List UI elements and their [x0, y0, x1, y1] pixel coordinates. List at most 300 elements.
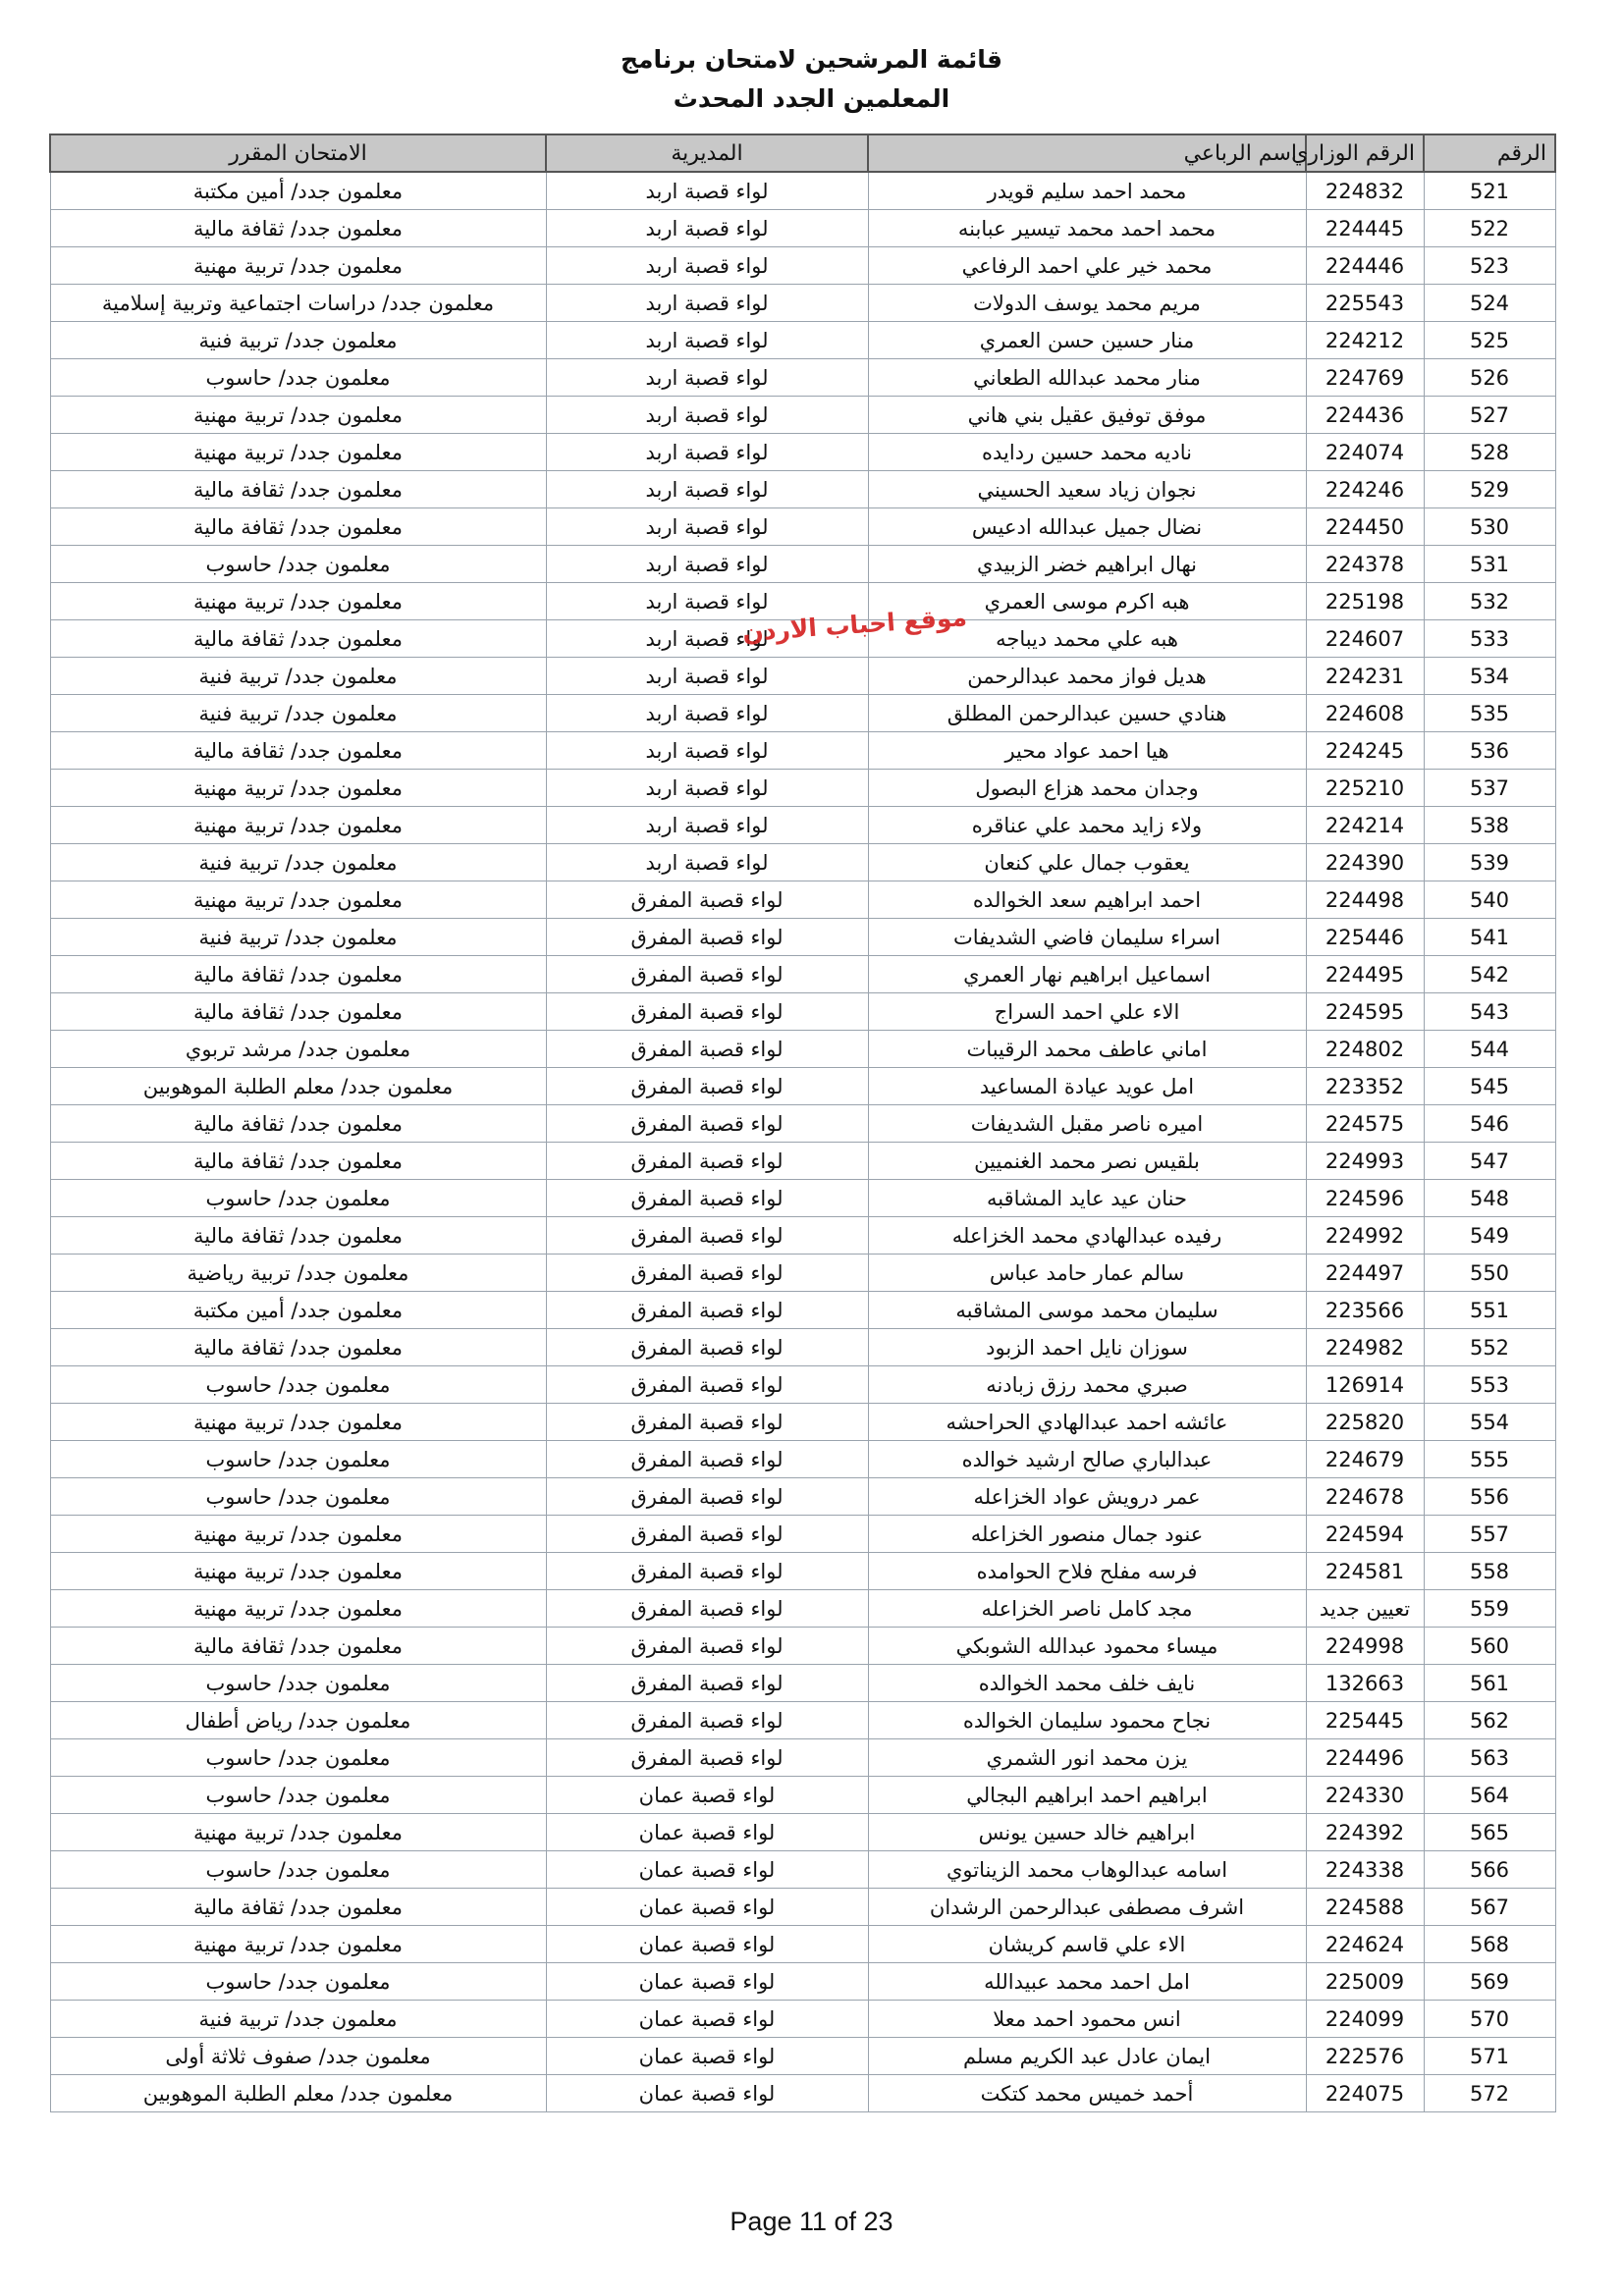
- assigned-exam-cell: معلمون جدد/ مرشد تربوي: [50, 1031, 546, 1068]
- ministry-id-cell: 224231: [1306, 658, 1424, 695]
- assigned-exam-cell: معلمون جدد/ تربية مهنية: [50, 770, 546, 807]
- table-row: [50, 620, 1555, 658]
- assigned-exam-cell: معلمون جدد/ ثقافة مالية: [50, 1143, 546, 1180]
- directorate-cell: لواء قصبة عمان: [546, 1777, 868, 1814]
- directorate-cell: لواء قصبة اربد: [546, 583, 868, 620]
- full-name-cell: ايمان عادل عبد الكريم مسلم: [868, 2038, 1306, 2075]
- ministry-id-cell: 224982: [1306, 1329, 1424, 1366]
- full-name-cell: نضال جميل عبدالله ادعيس: [868, 508, 1306, 546]
- directorate-cell: لواء قصبة المفرق: [546, 956, 868, 993]
- directorate-cell: لواء قصبة عمان: [546, 2075, 868, 2112]
- ministry-id-cell: 224450: [1306, 508, 1424, 546]
- table-row: [50, 546, 1555, 583]
- table-row: [50, 1702, 1555, 1739]
- full-name-cell: ناديه محمد حسين ردايده: [868, 434, 1306, 471]
- ministry-id-cell: 224581: [1306, 1553, 1424, 1590]
- directorate-cell: لواء قصبة عمان: [546, 1963, 868, 2001]
- row-number-cell: 544: [1424, 1031, 1555, 1068]
- full-name-cell: اسراء سليمان فاضي الشديفات: [868, 919, 1306, 956]
- row-number-cell: 572: [1424, 2075, 1555, 2112]
- ministry-id-cell: 224993: [1306, 1143, 1424, 1180]
- table-row: [50, 1292, 1555, 1329]
- table-row: [50, 322, 1555, 359]
- full-name-cell: هديل فواز محمد عبدالرحمن: [868, 658, 1306, 695]
- full-name-cell: موفق توفيق عقيل بني هاني: [868, 397, 1306, 434]
- row-number-cell: 534: [1424, 658, 1555, 695]
- row-number-cell: 543: [1424, 993, 1555, 1031]
- table-body: [50, 172, 1555, 2112]
- ministry-id-cell: 224445: [1306, 210, 1424, 247]
- directorate-cell: لواء قصبة المفرق: [546, 1441, 868, 1478]
- row-number-cell: 551: [1424, 1292, 1555, 1329]
- table-row: [50, 1255, 1555, 1292]
- table-row: [50, 956, 1555, 993]
- assigned-exam-cell: معلمون جدد/ ثقافة مالية: [50, 732, 546, 770]
- row-number-cell: 570: [1424, 2001, 1555, 2038]
- ministry-id-cell: 224608: [1306, 695, 1424, 732]
- ministry-id-cell: 224099: [1306, 2001, 1424, 2038]
- candidates-table: [49, 133, 1556, 2112]
- full-name-cell: عمر درويش عواد الخزاعله: [868, 1478, 1306, 1516]
- table-row: [50, 1180, 1555, 1217]
- full-name-cell: سوزان نايل احمد الزبود: [868, 1329, 1306, 1366]
- full-name-cell: اشرف مصطفى عبدالرحمن الرشدان: [868, 1889, 1306, 1926]
- row-number-cell: 568: [1424, 1926, 1555, 1963]
- full-name-cell: نايف خلف محمد الخوالده: [868, 1665, 1306, 1702]
- full-name-cell: احمد ابراهيم سعد الخوالده: [868, 881, 1306, 919]
- assigned-exam-cell: معلمون جدد/ معلم الطلبة الموهوبين: [50, 1068, 546, 1105]
- table-row: [50, 695, 1555, 732]
- assigned-exam-cell: معلمون جدد/ تربية فنية: [50, 919, 546, 956]
- full-name-cell: ابراهيم احمد ابراهيم البجالي: [868, 1777, 1306, 1814]
- header-ministry-id: الرقم الوزاري: [1306, 134, 1424, 172]
- full-name-cell: نجاح محمود سليمان الخوالده: [868, 1702, 1306, 1739]
- ministry-id-cell: 224595: [1306, 993, 1424, 1031]
- directorate-cell: لواء قصبة المفرق: [546, 1702, 868, 1739]
- ministry-id-cell: 224214: [1306, 807, 1424, 844]
- ministry-id-cell: 224678: [1306, 1478, 1424, 1516]
- directorate-cell: لواء قصبة عمان: [546, 1926, 868, 1963]
- row-number-cell: 522: [1424, 210, 1555, 247]
- directorate-cell: لواء قصبة اربد: [546, 508, 868, 546]
- row-number-cell: 527: [1424, 397, 1555, 434]
- directorate-cell: لواء قصبة عمان: [546, 1851, 868, 1889]
- assigned-exam-cell: معلمون جدد/ تربية فنية: [50, 322, 546, 359]
- directorate-cell: لواء قصبة عمان: [546, 1814, 868, 1851]
- full-name-cell: الاء علي احمد السراج: [868, 993, 1306, 1031]
- table-row: [50, 397, 1555, 434]
- directorate-cell: لواء قصبة اربد: [546, 732, 868, 770]
- assigned-exam-cell: معلمون جدد/ ثقافة مالية: [50, 1217, 546, 1255]
- assigned-exam-cell: معلمون جدد/ ثقافة مالية: [50, 1329, 546, 1366]
- full-name-cell: الاء علي قاسم كريشان: [868, 1926, 1306, 1963]
- table-row: [50, 1478, 1555, 1516]
- full-name-cell: نجوان زياد سعيد الحسيني: [868, 471, 1306, 508]
- table-row: [50, 359, 1555, 397]
- table-row: [50, 807, 1555, 844]
- table-row: [50, 210, 1555, 247]
- ministry-id-cell: 225009: [1306, 1963, 1424, 2001]
- full-name-cell: عبدالباري صالح ارشيد خوالده: [868, 1441, 1306, 1478]
- ministry-id-cell: 224212: [1306, 322, 1424, 359]
- row-number-cell: 560: [1424, 1628, 1555, 1665]
- directorate-cell: لواء قصبة اربد: [546, 434, 868, 471]
- assigned-exam-cell: معلمون جدد/ تربية فنية: [50, 658, 546, 695]
- table-row: [50, 2075, 1555, 2112]
- assigned-exam-cell: معلمون جدد/ حاسوب: [50, 546, 546, 583]
- directorate-cell: لواء قصبة اربد: [546, 359, 868, 397]
- assigned-exam-cell: معلمون جدد/ تربية مهنية: [50, 881, 546, 919]
- ministry-id-cell: 223352: [1306, 1068, 1424, 1105]
- ministry-id-cell: 224832: [1306, 172, 1424, 210]
- row-number-cell: 537: [1424, 770, 1555, 807]
- ministry-id-cell: 224802: [1306, 1031, 1424, 1068]
- row-number-cell: 571: [1424, 2038, 1555, 2075]
- assigned-exam-cell: معلمون جدد/ رياض أطفال: [50, 1702, 546, 1739]
- ministry-id-cell: 225543: [1306, 285, 1424, 322]
- table-row: [50, 172, 1555, 210]
- directorate-cell: لواء قصبة عمان: [546, 2001, 868, 2038]
- assigned-exam-cell: معلمون جدد/ تربية مهنية: [50, 1814, 546, 1851]
- ministry-id-cell: 224075: [1306, 2075, 1424, 2112]
- directorate-cell: لواء قصبة اربد: [546, 620, 868, 658]
- full-name-cell: ميساء محمود عبدالله الشوبكي: [868, 1628, 1306, 1665]
- full-name-cell: محمد احمد محمد تيسير عبابنه: [868, 210, 1306, 247]
- ministry-id-cell: 224769: [1306, 359, 1424, 397]
- row-number-cell: 564: [1424, 1777, 1555, 1814]
- table-row: [50, 1068, 1555, 1105]
- directorate-cell: لواء قصبة اربد: [546, 770, 868, 807]
- assigned-exam-cell: معلمون جدد/ تربية مهنية: [50, 1590, 546, 1628]
- assigned-exam-cell: معلمون جدد/ حاسوب: [50, 1777, 546, 1814]
- row-number-cell: 567: [1424, 1889, 1555, 1926]
- full-name-cell: منار حسين حسن العمري: [868, 322, 1306, 359]
- assigned-exam-cell: معلمون جدد/ حاسوب: [50, 1441, 546, 1478]
- assigned-exam-cell: معلمون جدد/ ثقافة مالية: [50, 1889, 546, 1926]
- table-row: [50, 1963, 1555, 2001]
- directorate-cell: لواء قصبة اربد: [546, 285, 868, 322]
- row-number-cell: 540: [1424, 881, 1555, 919]
- row-number-cell: 525: [1424, 322, 1555, 359]
- document-subtitle: المعلمين الجدد المحدث: [673, 84, 950, 113]
- row-number-cell: 521: [1424, 172, 1555, 210]
- ministry-id-cell: 224074: [1306, 434, 1424, 471]
- full-name-cell: انس محمود احمد معلا: [868, 2001, 1306, 2038]
- assigned-exam-cell: معلمون جدد/ تربية مهنية: [50, 434, 546, 471]
- directorate-cell: لواء قصبة اربد: [546, 210, 868, 247]
- directorate-cell: لواء قصبة المفرق: [546, 919, 868, 956]
- directorate-cell: لواء قصبة المفرق: [546, 1628, 868, 1665]
- row-number-cell: 553: [1424, 1366, 1555, 1404]
- row-number-cell: 524: [1424, 285, 1555, 322]
- full-name-cell: نهال ابراهيم خضر الزبيدي: [868, 546, 1306, 583]
- ministry-id-cell: 224245: [1306, 732, 1424, 770]
- row-number-cell: 547: [1424, 1143, 1555, 1180]
- assigned-exam-cell: معلمون جدد/ حاسوب: [50, 1851, 546, 1889]
- full-name-cell: ولاء زايد محمد علي عناقره: [868, 807, 1306, 844]
- assigned-exam-cell: معلمون جدد/ تربية مهنية: [50, 1516, 546, 1553]
- row-number-cell: 563: [1424, 1739, 1555, 1777]
- full-name-cell: هيا احمد عواد محير: [868, 732, 1306, 770]
- table-row: [50, 1441, 1555, 1478]
- table-row: [50, 2038, 1555, 2075]
- assigned-exam-cell: معلمون جدد/ ثقافة مالية: [50, 210, 546, 247]
- directorate-cell: لواء قصبة المفرق: [546, 1366, 868, 1404]
- ministry-id-cell: 224497: [1306, 1255, 1424, 1292]
- row-number-cell: 529: [1424, 471, 1555, 508]
- directorate-cell: لواء قصبة اربد: [546, 172, 868, 210]
- row-number-cell: 526: [1424, 359, 1555, 397]
- directorate-cell: لواء قصبة المفرق: [546, 1739, 868, 1777]
- full-name-cell: يعقوب جمال علي كنعان: [868, 844, 1306, 881]
- table-row: [50, 508, 1555, 546]
- directorate-cell: لواء قصبة المفرق: [546, 1031, 868, 1068]
- assigned-exam-cell: معلمون جدد/ حاسوب: [50, 1739, 546, 1777]
- row-number-cell: 539: [1424, 844, 1555, 881]
- row-number-cell: 569: [1424, 1963, 1555, 2001]
- table-row: [50, 434, 1555, 471]
- directorate-cell: لواء قصبة اربد: [546, 844, 868, 881]
- full-name-cell: اسماعيل ابراهيم نهار العمري: [868, 956, 1306, 993]
- assigned-exam-cell: معلمون جدد/ حاسوب: [50, 1366, 546, 1404]
- directorate-cell: لواء قصبة اربد: [546, 471, 868, 508]
- assigned-exam-cell: معلمون جدد/ ثقافة مالية: [50, 620, 546, 658]
- assigned-exam-cell: معلمون جدد/ تربية مهنية: [50, 583, 546, 620]
- ministry-id-cell: 225210: [1306, 770, 1424, 807]
- ministry-id-cell: 224390: [1306, 844, 1424, 881]
- ministry-id-cell: 224378: [1306, 546, 1424, 583]
- row-number-cell: 546: [1424, 1105, 1555, 1143]
- assigned-exam-cell: معلمون جدد/ تربية فنية: [50, 844, 546, 881]
- directorate-cell: لواء قصبة المفرق: [546, 1404, 868, 1441]
- full-name-cell: سالم عمار حامد عباس: [868, 1255, 1306, 1292]
- directorate-cell: لواء قصبة المفرق: [546, 1255, 868, 1292]
- table-row: [50, 1366, 1555, 1404]
- row-number-cell: 558: [1424, 1553, 1555, 1590]
- directorate-cell: لواء قصبة المفرق: [546, 1665, 868, 1702]
- row-number-cell: 531: [1424, 546, 1555, 583]
- table-row: [50, 1814, 1555, 1851]
- row-number-cell: 556: [1424, 1478, 1555, 1516]
- ministry-id-cell: 224992: [1306, 1217, 1424, 1255]
- full-name-cell: امل احمد محمد عبيدالله: [868, 1963, 1306, 2001]
- full-name-cell: عائشه احمد عبدالهادي الحراحشه: [868, 1404, 1306, 1441]
- table-row: [50, 583, 1555, 620]
- full-name-cell: محمد خير علي احمد الرفاعي: [868, 247, 1306, 285]
- full-name-cell: رفيده عبدالهادي محمد الخزاعله: [868, 1217, 1306, 1255]
- directorate-cell: لواء قصبة المفرق: [546, 1590, 868, 1628]
- ministry-id-cell: 224436: [1306, 397, 1424, 434]
- ministry-id-cell: 225198: [1306, 583, 1424, 620]
- row-number-cell: 535: [1424, 695, 1555, 732]
- ministry-id-cell: تعيين جديد: [1306, 1590, 1424, 1628]
- ministry-id-cell: 224246: [1306, 471, 1424, 508]
- assigned-exam-cell: معلمون جدد/ تربية مهنية: [50, 397, 546, 434]
- table-row: [50, 1105, 1555, 1143]
- table-row: [50, 770, 1555, 807]
- row-number-cell: 532: [1424, 583, 1555, 620]
- ministry-id-cell: 225446: [1306, 919, 1424, 956]
- ministry-id-cell: 224496: [1306, 1739, 1424, 1777]
- assigned-exam-cell: معلمون جدد/ حاسوب: [50, 1665, 546, 1702]
- full-name-cell: أحمد خميس محمد كتكت: [868, 2075, 1306, 2112]
- directorate-cell: لواء قصبة المفرق: [546, 1105, 868, 1143]
- table-row: [50, 1329, 1555, 1366]
- full-name-cell: حنان عيد عايد المشاقبه: [868, 1180, 1306, 1217]
- table-row: [50, 1926, 1555, 1963]
- assigned-exam-cell: معلمون جدد/ ثقافة مالية: [50, 956, 546, 993]
- assigned-exam-cell: معلمون جدد/ ثقافة مالية: [50, 471, 546, 508]
- directorate-cell: لواء قصبة المفرق: [546, 1180, 868, 1217]
- directorate-cell: لواء قصبة اربد: [546, 807, 868, 844]
- table-row: [50, 2001, 1555, 2038]
- assigned-exam-cell: معلمون جدد/ دراسات اجتماعية وتربية إسلامية: [50, 285, 546, 322]
- row-number-cell: 557: [1424, 1516, 1555, 1553]
- assigned-exam-cell: معلمون جدد/ تربية مهنية: [50, 1553, 546, 1590]
- directorate-cell: لواء قصبة المفرق: [546, 1553, 868, 1590]
- table-row: [50, 1553, 1555, 1590]
- ministry-id-cell: 224446: [1306, 247, 1424, 285]
- assigned-exam-cell: معلمون جدد/ ثقافة مالية: [50, 1105, 546, 1143]
- row-number-cell: 565: [1424, 1814, 1555, 1851]
- directorate-cell: لواء قصبة المفرق: [546, 881, 868, 919]
- table-row: [50, 1031, 1555, 1068]
- row-number-cell: 549: [1424, 1217, 1555, 1255]
- ministry-id-cell: 224624: [1306, 1926, 1424, 1963]
- table-row: [50, 1217, 1555, 1255]
- document-title: قائمة المرشحين لامتحان برنامج: [620, 45, 1002, 74]
- assigned-exam-cell: معلمون جدد/ معلم الطلبة الموهوبين: [50, 2075, 546, 2112]
- full-name-cell: صبري محمد رزق زبادنه: [868, 1366, 1306, 1404]
- full-name-cell: اماني عاطف محمد الرقيبات: [868, 1031, 1306, 1068]
- ministry-id-cell: 225445: [1306, 1702, 1424, 1739]
- ministry-id-cell: 224607: [1306, 620, 1424, 658]
- ministry-id-cell: 225820: [1306, 1404, 1424, 1441]
- ministry-id-cell: 224594: [1306, 1516, 1424, 1553]
- row-number-cell: 555: [1424, 1441, 1555, 1478]
- row-number-cell: 523: [1424, 247, 1555, 285]
- row-number-cell: 559: [1424, 1590, 1555, 1628]
- ministry-id-cell: 224330: [1306, 1777, 1424, 1814]
- assigned-exam-cell: معلمون جدد/ تربية مهنية: [50, 1926, 546, 1963]
- directorate-cell: لواء قصبة اربد: [546, 546, 868, 583]
- assigned-exam-cell: معلمون جدد/ تربية فنية: [50, 695, 546, 732]
- assigned-exam-cell: معلمون جدد/ تربية فنية: [50, 2001, 546, 2038]
- full-name-cell: مجد كامل ناصر الخزاعله: [868, 1590, 1306, 1628]
- directorate-cell: لواء قصبة المفرق: [546, 1329, 868, 1366]
- table-row: [50, 471, 1555, 508]
- header-name: اسم الرباعي: [868, 134, 1306, 172]
- row-number-cell: 541: [1424, 919, 1555, 956]
- ministry-id-cell: 224679: [1306, 1441, 1424, 1478]
- row-number-cell: 528: [1424, 434, 1555, 471]
- row-number-cell: 561: [1424, 1665, 1555, 1702]
- directorate-cell: لواء قصبة اربد: [546, 658, 868, 695]
- table-row: [50, 881, 1555, 919]
- assigned-exam-cell: معلمون جدد/ حاسوب: [50, 1180, 546, 1217]
- ministry-id-cell: 224575: [1306, 1105, 1424, 1143]
- ministry-id-cell: 126914: [1306, 1366, 1424, 1404]
- directorate-cell: لواء قصبة المفرق: [546, 1516, 868, 1553]
- row-number-cell: 550: [1424, 1255, 1555, 1292]
- full-name-cell: سليمان محمد موسى المشاقبه: [868, 1292, 1306, 1329]
- ministry-id-cell: 224338: [1306, 1851, 1424, 1889]
- ministry-id-cell: 222576: [1306, 2038, 1424, 2075]
- assigned-exam-cell: معلمون جدد/ تربية مهنية: [50, 807, 546, 844]
- ministry-id-cell: 224392: [1306, 1814, 1424, 1851]
- directorate-cell: لواء قصبة اربد: [546, 695, 868, 732]
- row-number-cell: 536: [1424, 732, 1555, 770]
- row-number-cell: 533: [1424, 620, 1555, 658]
- ministry-id-cell: 132663: [1306, 1665, 1424, 1702]
- table-header-row: [50, 134, 1555, 172]
- assigned-exam-cell: معلمون جدد/ ثقافة مالية: [50, 508, 546, 546]
- row-number-cell: 562: [1424, 1702, 1555, 1739]
- header-exam: الامتحان المقرر: [50, 134, 546, 172]
- full-name-cell: مريم محمد يوسف الدولات: [868, 285, 1306, 322]
- directorate-cell: لواء قصبة اربد: [546, 247, 868, 285]
- full-name-cell: منار محمد عبدالله الطعاني: [868, 359, 1306, 397]
- ministry-id-cell: 224998: [1306, 1628, 1424, 1665]
- row-number-cell: 566: [1424, 1851, 1555, 1889]
- full-name-cell: عنود جمال منصور الخزاعله: [868, 1516, 1306, 1553]
- header-num: الرقم: [1424, 134, 1555, 172]
- full-name-cell: هنادي حسين عبدالرحمن المطلق: [868, 695, 1306, 732]
- directorate-cell: لواء قصبة عمان: [546, 2038, 868, 2075]
- directorate-cell: لواء قصبة المفرق: [546, 993, 868, 1031]
- row-number-cell: 552: [1424, 1329, 1555, 1366]
- directorate-cell: لواء قصبة المفرق: [546, 1143, 868, 1180]
- assigned-exam-cell: معلمون جدد/ حاسوب: [50, 1478, 546, 1516]
- full-name-cell: هبه اكرم موسى العمري: [868, 583, 1306, 620]
- assigned-exam-cell: معلمون جدد/ تربية مهنية: [50, 1404, 546, 1441]
- ministry-id-cell: 223566: [1306, 1292, 1424, 1329]
- assigned-exam-cell: معلمون جدد/ أمين مكتبة: [50, 172, 546, 210]
- row-number-cell: 538: [1424, 807, 1555, 844]
- full-name-cell: هبه علي محمد ديباجه: [868, 620, 1306, 658]
- row-number-cell: 545: [1424, 1068, 1555, 1105]
- directorate-cell: لواء قصبة المفرق: [546, 1478, 868, 1516]
- table-row: [50, 1516, 1555, 1553]
- page-number: Page 11 of 23: [730, 2207, 893, 2236]
- table-row: [50, 993, 1555, 1031]
- assigned-exam-cell: معلمون جدد/ حاسوب: [50, 359, 546, 397]
- table-row: [50, 844, 1555, 881]
- directorate-cell: لواء قصبة اربد: [546, 322, 868, 359]
- table-row: [50, 247, 1555, 285]
- full-name-cell: بلقيس نصر محمد الغنميين: [868, 1143, 1306, 1180]
- directorate-cell: لواء قصبة المفرق: [546, 1292, 868, 1329]
- table-row: [50, 1851, 1555, 1889]
- full-name-cell: ابراهيم خالد حسين يونس: [868, 1814, 1306, 1851]
- full-name-cell: اسامه عبدالوهاب محمد الزيناتوي: [868, 1851, 1306, 1889]
- directorate-cell: لواء قصبة المفرق: [546, 1217, 868, 1255]
- ministry-id-cell: 224588: [1306, 1889, 1424, 1926]
- row-number-cell: 548: [1424, 1180, 1555, 1217]
- directorate-cell: لواء قصبة المفرق: [546, 1068, 868, 1105]
- table-row: [50, 1590, 1555, 1628]
- ministry-id-cell: 224495: [1306, 956, 1424, 993]
- header-directorate: المديرية: [546, 134, 868, 172]
- watermark: موقع احباب الاردن: [741, 603, 968, 647]
- full-name-cell: وجدان محمد هزاع البصول: [868, 770, 1306, 807]
- assigned-exam-cell: معلمون جدد/ تربية رياضية: [50, 1255, 546, 1292]
- ministry-id-cell: 224596: [1306, 1180, 1424, 1217]
- full-name-cell: يزن محمد انور الشمري: [868, 1739, 1306, 1777]
- full-name-cell: اميره ناصر مقبل الشديفات: [868, 1105, 1306, 1143]
- row-number-cell: 530: [1424, 508, 1555, 546]
- table-row: [50, 1143, 1555, 1180]
